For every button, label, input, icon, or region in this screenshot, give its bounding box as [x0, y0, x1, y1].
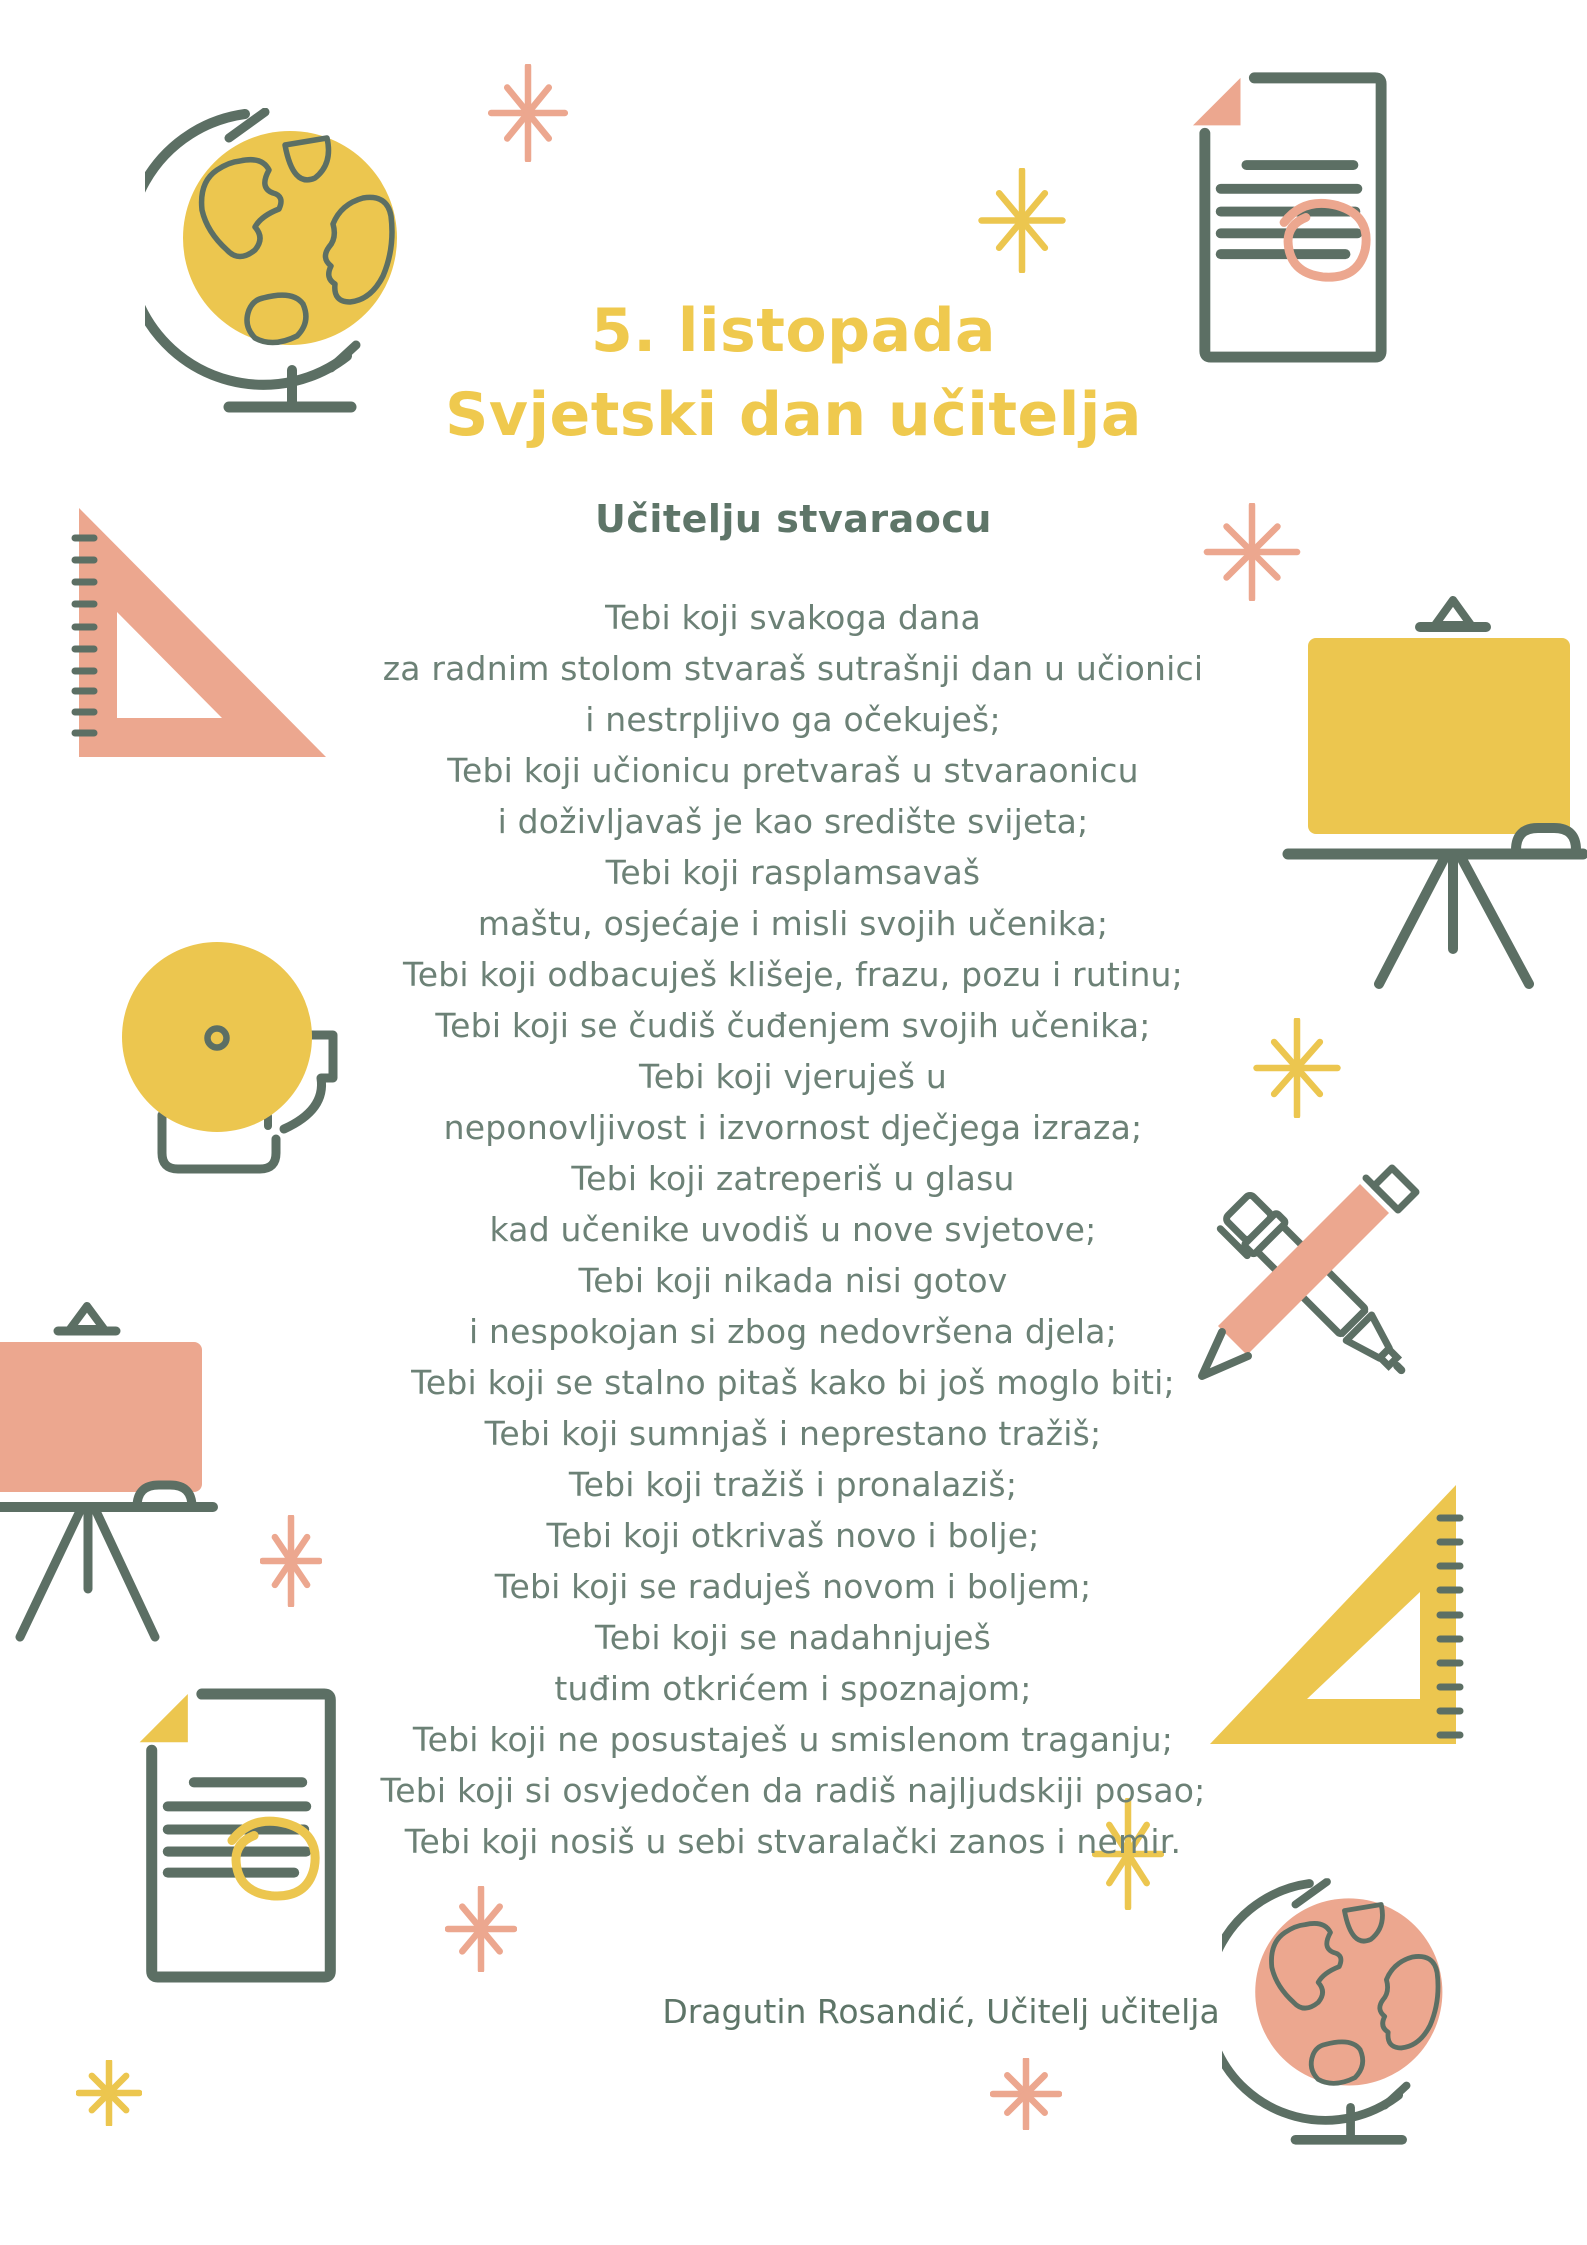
poem-line: i doživljavaš je kao središte svijeta; [497, 802, 1089, 841]
poem-line: Tebi koji odbacuješ klišeje, frazu, pozu i rutinu; [402, 955, 1183, 994]
poem-line: Tebi koji se stalno pitaš kako bi još moglo biti; [411, 1363, 1175, 1402]
poem-line: Tebi koji rasplamsavaš [605, 853, 981, 892]
sparkle-icon [990, 2058, 1062, 2130]
poem-line: kad učenike uvodiš u nove svjetove; [489, 1210, 1097, 1249]
poem-line: i nestrpljivo ga očekuješ; [585, 700, 1001, 739]
poem-line: za radnim stolom stvaraš sutrašnji dan u učionici [382, 649, 1204, 688]
poem [8, 592, 1578, 1867]
poem-line: Tebi koji tražiš i pronalaziš; [568, 1465, 1018, 1504]
poem-title: Učitelju stvaraocu [595, 497, 992, 541]
poem-line: Tebi koji učionicu pretvaraš u stvaraonicu [447, 751, 1139, 790]
author-signature: Dragutin Rosandić, Učitelj učitelja [662, 1992, 1220, 2031]
poem-line: Tebi koji vjeruješ u [639, 1057, 947, 1096]
poem-line: tuđim otkrićem i spoznajom; [554, 1669, 1032, 1708]
globe-icon [145, 108, 440, 423]
poem-line: Tebi koji se čudiš čuđenjem svojih učenika; [435, 1006, 1151, 1045]
sparkle-icon [76, 2060, 142, 2126]
poem-line: neponovljivost i izvornost dječjega izraza; [443, 1108, 1143, 1147]
poem-line: Tebi koji se nadahnjuješ [594, 1618, 992, 1657]
poem-line: Tebi koji otkrivaš novo i bolje; [546, 1516, 1040, 1555]
poem-line: Tebi koji svakoga dana [605, 598, 981, 637]
poster-title-main: Svjetski dan učitelja [445, 380, 1142, 450]
poem-line: Tebi koji nosiš u sebi stvaralački zanos i nemir. [404, 1822, 1182, 1861]
poem-line: Tebi koji sumnjaš i neprestano tražiš; [484, 1414, 1102, 1453]
poem-line: i nespokojan si zbog nedovršena djela; [469, 1312, 1117, 1351]
poem-line: Tebi koji nikada nisi gotov [578, 1261, 1008, 1300]
poem-line: Tebi koji ne posustaješ u smislenom traganju; [412, 1720, 1174, 1759]
poem-line: Tebi koji si osvjedočen da radiš najljudskiji posao; [380, 1771, 1206, 1810]
poem-line: Tebi koji zatreperiš u glasu [571, 1159, 1015, 1198]
sparkle-icon [978, 168, 1066, 273]
sparkle-icon [488, 64, 568, 162]
sparkle-icon [445, 1886, 517, 1972]
poster-title-date: 5. listopada [590, 296, 997, 366]
poem-line: maštu, osjećaje i misli svojih učenika; [477, 904, 1109, 943]
poem-line: Tebi koji se raduješ novom i boljem; [494, 1567, 1092, 1606]
